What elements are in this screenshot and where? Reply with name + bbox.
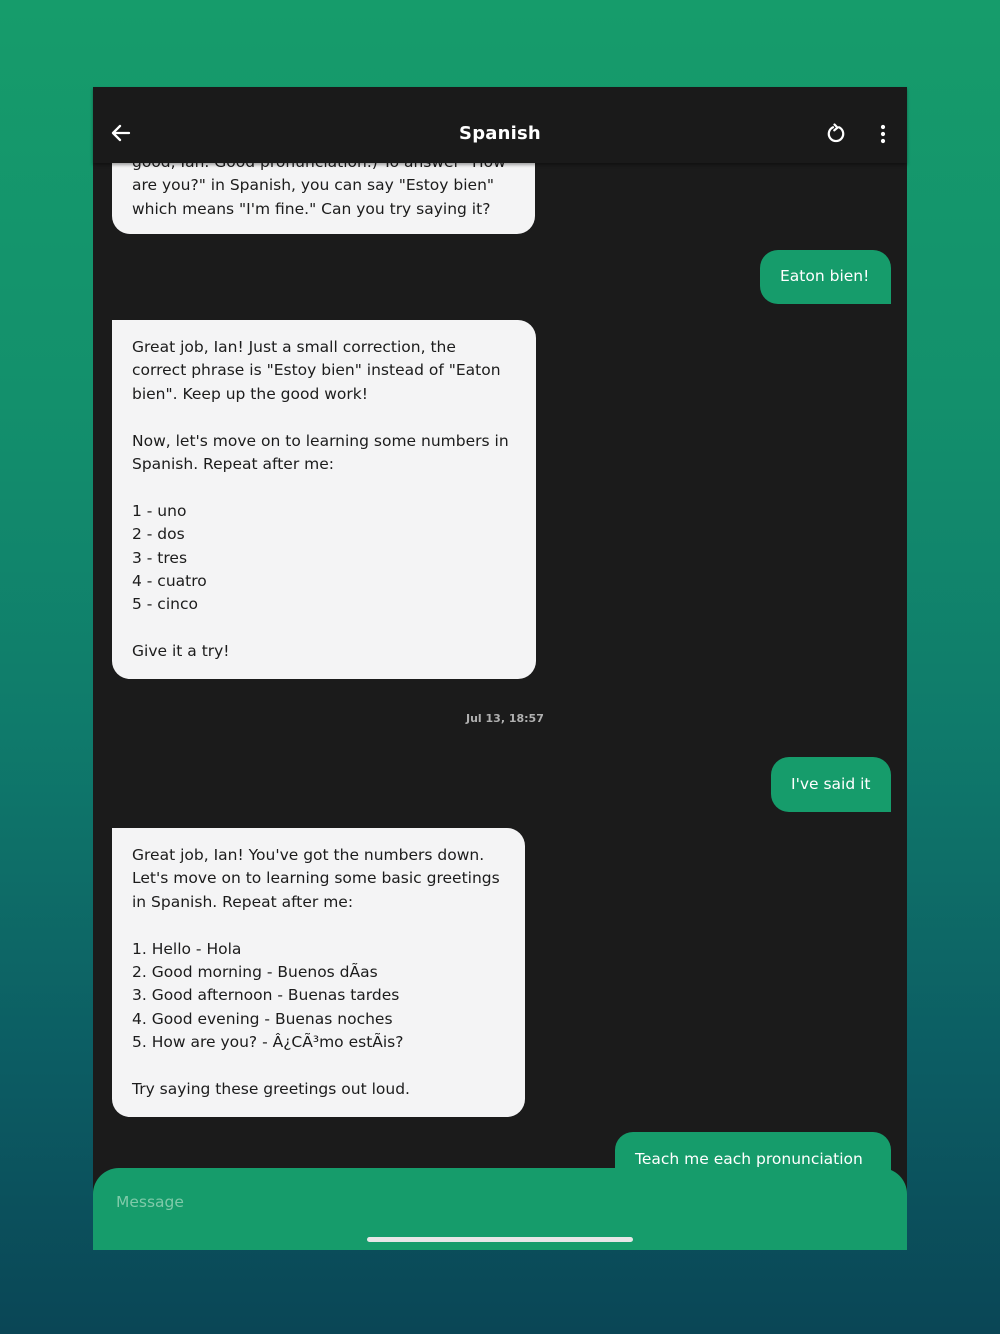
app-window [93, 87, 907, 1250]
page-title: Spanish [459, 123, 541, 144]
bot-message: are you?" in Spanish, you can say "Estoy bien" which means "I'm fine." Can you try saying it? [112, 143, 535, 234]
message-timestamp: Jul 13, 18:57 [466, 712, 544, 725]
message-composer [93, 1168, 907, 1250]
bot-message: Great job, Ian! You've got the numbers down. Let's move on to learning some basic greetings in Spanish. Repeat after me: 1. Hello - Hola 2. Good morning - Buenos dÃas 3. Good afternoon - Buenas tardes 4. Good evening - Buenas noches 5. How are you? - Â¿CÃ³mo estÃis? Try saying these greetings out loud. [112, 828, 525, 1117]
user-message: Eaton bien! [760, 250, 891, 304]
top-app-bar [93, 87, 907, 163]
user-message: Teach me each pronunciation [615, 1132, 891, 1192]
message-input[interactable] [116, 1188, 816, 1216]
refresh-icon[interactable] [824, 122, 848, 146]
home-indicator [367, 1237, 633, 1242]
user-message: I've said it [771, 757, 891, 812]
message-list[interactable] [93, 163, 907, 1168]
more-vertical-icon[interactable] [871, 122, 895, 146]
bot-message: Great job, Ian! Just a small correction, the correct phrase is "Estoy bien" instead of "Eaton bien". Keep up the good work! Now, let's move on to learning some numbers in Spanish. Repeat after me: 1 - uno 2 - dos 3 - tres 4 - cuatro 5 - cinco Give it a try! [112, 320, 536, 679]
